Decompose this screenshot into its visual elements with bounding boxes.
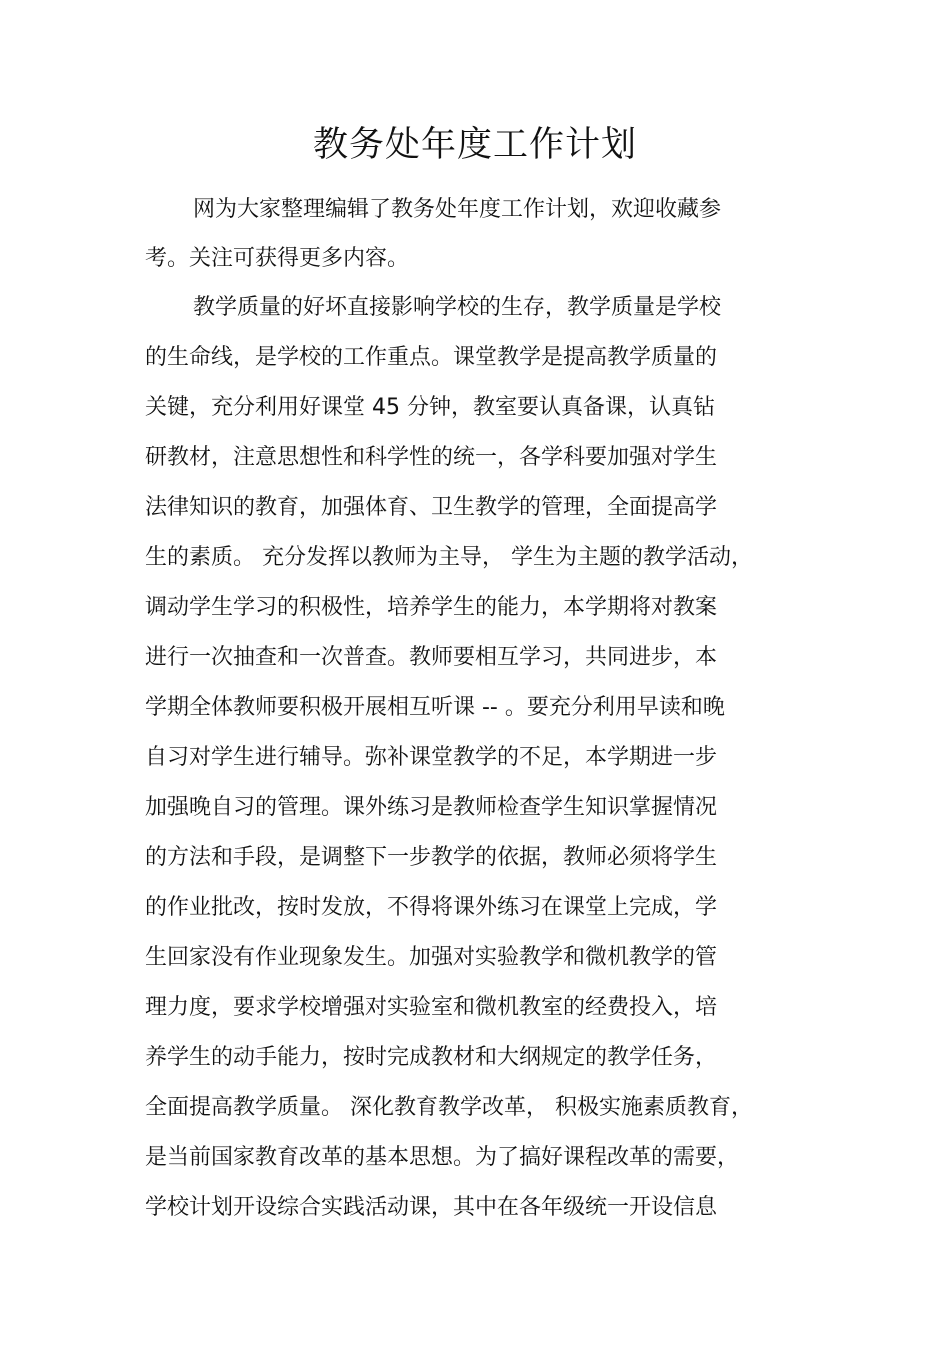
document-title: 教务处年度工作计划: [312, 125, 637, 165]
text-line: 进行一次抽查和一次普查。教师要相互学习，共同进步，本: [145, 645, 718, 670]
text-line: 理力度，要求学校增强对实验室和微机教室的经费投入，培: [145, 995, 718, 1020]
text-line: 网为大家整理编辑了教务处年度工作计划，欢迎收藏参: [193, 197, 722, 222]
text-line: 的方法和手段，是调整下一步教学的依据，教师必须将学生: [145, 845, 718, 870]
text-line: 学期全体教师要积极开展相互听课 -- 。要充分利用早读和晚: [145, 695, 725, 720]
text-line: 法律知识的教育，加强体育、卫生教学的管理，全面提高学: [145, 495, 718, 520]
text-line: 教学质量的好坏直接影响学校的生存，教学质量是学校: [193, 295, 722, 320]
text-line: 研教材，注意思想性和科学性的统一，各学科要加强对学生: [145, 445, 718, 470]
text-line: 自习对学生进行辅导。弥补课堂教学的不足，本学期进一步: [145, 745, 718, 770]
text-line: 全面提高教学质量。 深化教育教学改革， 积极实施素质教育，: [145, 1095, 753, 1120]
text-line: 考。关注可获得更多内容。: [145, 246, 410, 271]
text-line: 生的素质。 充分发挥以教师为主导， 学生为主题的教学活动，: [145, 545, 753, 570]
text-line: 生回家没有作业现象发生。加强对实验教学和微机教学的管: [145, 945, 718, 970]
text-line: 是当前国家教育改革的基本思想。为了搞好课程改革的需要，: [145, 1145, 740, 1170]
text-line: 学校计划开设综合实践活动课，其中在各年级统一开设信息: [145, 1195, 718, 1220]
text-line: 的作业批改，按时发放，不得将课外练习在课堂上完成，学: [145, 895, 718, 920]
text-line: 调动学生学习的积极性，培养学生的能力，本学期将对教案: [145, 595, 718, 620]
text-line: 关键，充分利用好课堂 45 分钟，教室要认真备课，认真钻: [145, 395, 715, 420]
text-line: 的生命线，是学校的工作重点。课堂教学是提高教学质量的: [145, 345, 718, 370]
text-line: 养学生的动手能力，按时完成教材和大纲规定的教学任务，: [145, 1045, 718, 1070]
text-line: 加强晚自习的管理。课外练习是教师检查学生知识掌握情况: [145, 795, 718, 820]
